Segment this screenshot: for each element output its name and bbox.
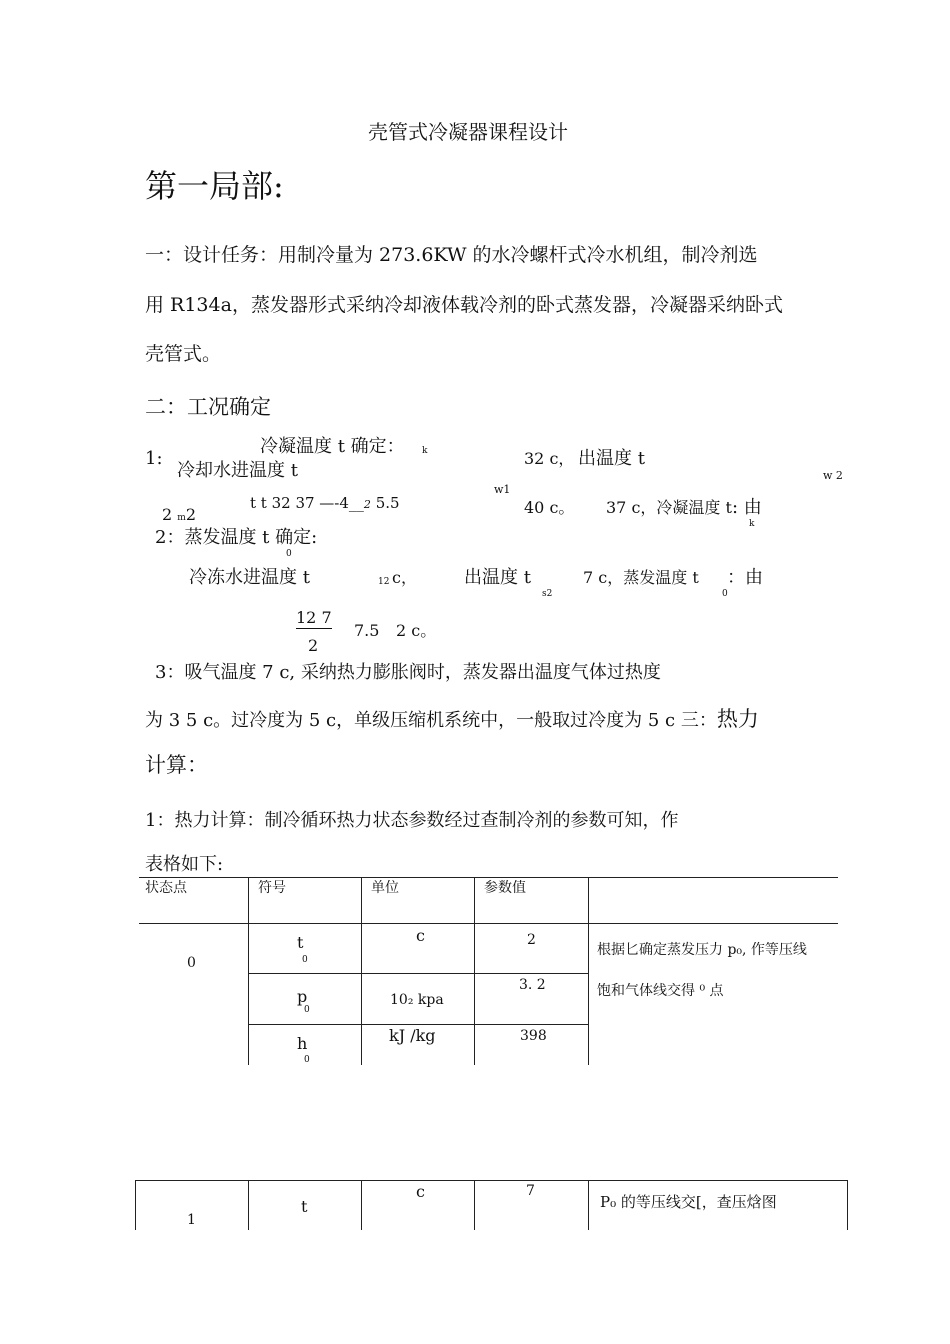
- symbol-h0: h: [297, 1034, 308, 1053]
- unit-kpa: 10₂ kpa: [390, 992, 444, 1008]
- evap-temp-label: 2：蒸发温度 t 确定:: [155, 527, 318, 548]
- outlet-temp-label: 出温度 t: [578, 448, 645, 469]
- header-state: 状态点: [145, 880, 187, 896]
- task-line-1: 一：设计任务：用制冷量为 273.6KW 的水冷螺杆式冷水机组，制冷剂选: [145, 244, 758, 266]
- value-7: 7: [526, 1183, 535, 1199]
- unit-kj-kg: kJ /kg: [389, 1026, 436, 1045]
- fraction-denominator: 2: [308, 636, 319, 655]
- result-7-5: 7.5: [354, 621, 380, 640]
- state-0: 0: [187, 955, 196, 971]
- symbol-h0-sub: 0: [304, 1055, 310, 1065]
- symbol-t0: t: [297, 933, 304, 952]
- sub-0: 0: [286, 549, 292, 559]
- header-symbol: 符号: [258, 880, 286, 896]
- cooling-water-inlet-label: 冷却水进温度 t: [177, 460, 298, 481]
- task-line-2: 用 R134a，蒸发器形式采纳冷却液体载冷剂的卧式蒸发器，冷凝器采纳卧式: [145, 294, 783, 316]
- suction-temp-line: 3：吸气温度 7 c, 采纳热力膨胀阀时，蒸发器出温度气体过热度: [155, 662, 661, 683]
- result-2c: 2 c。: [396, 621, 437, 640]
- value-3-2: 3. 2: [519, 977, 546, 993]
- sub-w1: w1: [494, 483, 511, 496]
- formula-2m2: 2 m2: [162, 505, 197, 524]
- unit-c-row1: c: [416, 1182, 425, 1201]
- sub-k: k: [422, 446, 428, 456]
- calc-heading: 计算：: [145, 753, 208, 777]
- table-intro: 表格如下:: [145, 854, 224, 875]
- symbol-t0-sub: 0: [302, 955, 308, 965]
- sub-12: 12: [378, 577, 390, 587]
- evap-temp-value: 7 c，蒸发温度 t: [583, 568, 699, 587]
- symbol-t1: t: [301, 1197, 308, 1216]
- subcool-line: 为 3 5 c。过冷度为 5 c，单级压缩机系统中，一般取过冷度为 5 c 三：热力: [145, 707, 759, 731]
- condense-temp-label: 冷凝温度 t 确定：: [260, 436, 405, 457]
- chilled-water-inlet: 冷冻水进温度 t: [189, 567, 310, 588]
- part-heading: 第一局部:: [145, 167, 284, 205]
- value-398: 398: [520, 1028, 547, 1044]
- c-comma: c，: [392, 568, 417, 587]
- header-unit: 单位: [371, 880, 399, 896]
- note-state-0-line-2: 饱和气体线交得 ⁰ 点: [597, 983, 724, 999]
- header-value: 参数值: [484, 880, 526, 896]
- sub-w2: w 2: [823, 469, 843, 482]
- thermal-calc-line: 1：热力计算：制冷循环热力状态参数经过查制冷剂的参数可知，作: [145, 810, 679, 831]
- state-1: 1: [187, 1212, 196, 1228]
- page-title: 壳管式冷凝器课程设计: [368, 120, 568, 144]
- value-32c: 32 c，: [524, 449, 575, 468]
- symbol-p0: p: [297, 987, 308, 1006]
- unit-c: c: [416, 926, 425, 945]
- sub-k-2: k: [749, 519, 755, 529]
- value-40c: 40 c。: [524, 498, 575, 517]
- value-2: 2: [527, 932, 536, 948]
- sub-0-b: 0: [722, 589, 728, 599]
- value-37c-condense: 37 c，冷凝温度 t: 由: [606, 497, 762, 518]
- note-state-0-line-1: 根据匕确定蒸发压力 p₀, 作等压线: [597, 942, 807, 958]
- task-line-3: 壳管式。: [145, 343, 222, 365]
- evap-tail: ：由: [727, 567, 763, 588]
- note-state-1: P₀ 的等压线交[，查压焓图: [600, 1193, 777, 1211]
- sub-s2: s2: [542, 589, 553, 599]
- conditions-heading: 二：工况确定: [145, 395, 271, 419]
- chilled-outlet-label: 出温度 t: [464, 567, 531, 588]
- item-1-number: 1:: [145, 448, 163, 469]
- fraction-numerator: 12 7: [296, 608, 332, 627]
- symbol-p0-sub: 0: [304, 1005, 310, 1015]
- condense-formula: t t 32 37 —-4__2 5.5: [250, 494, 400, 512]
